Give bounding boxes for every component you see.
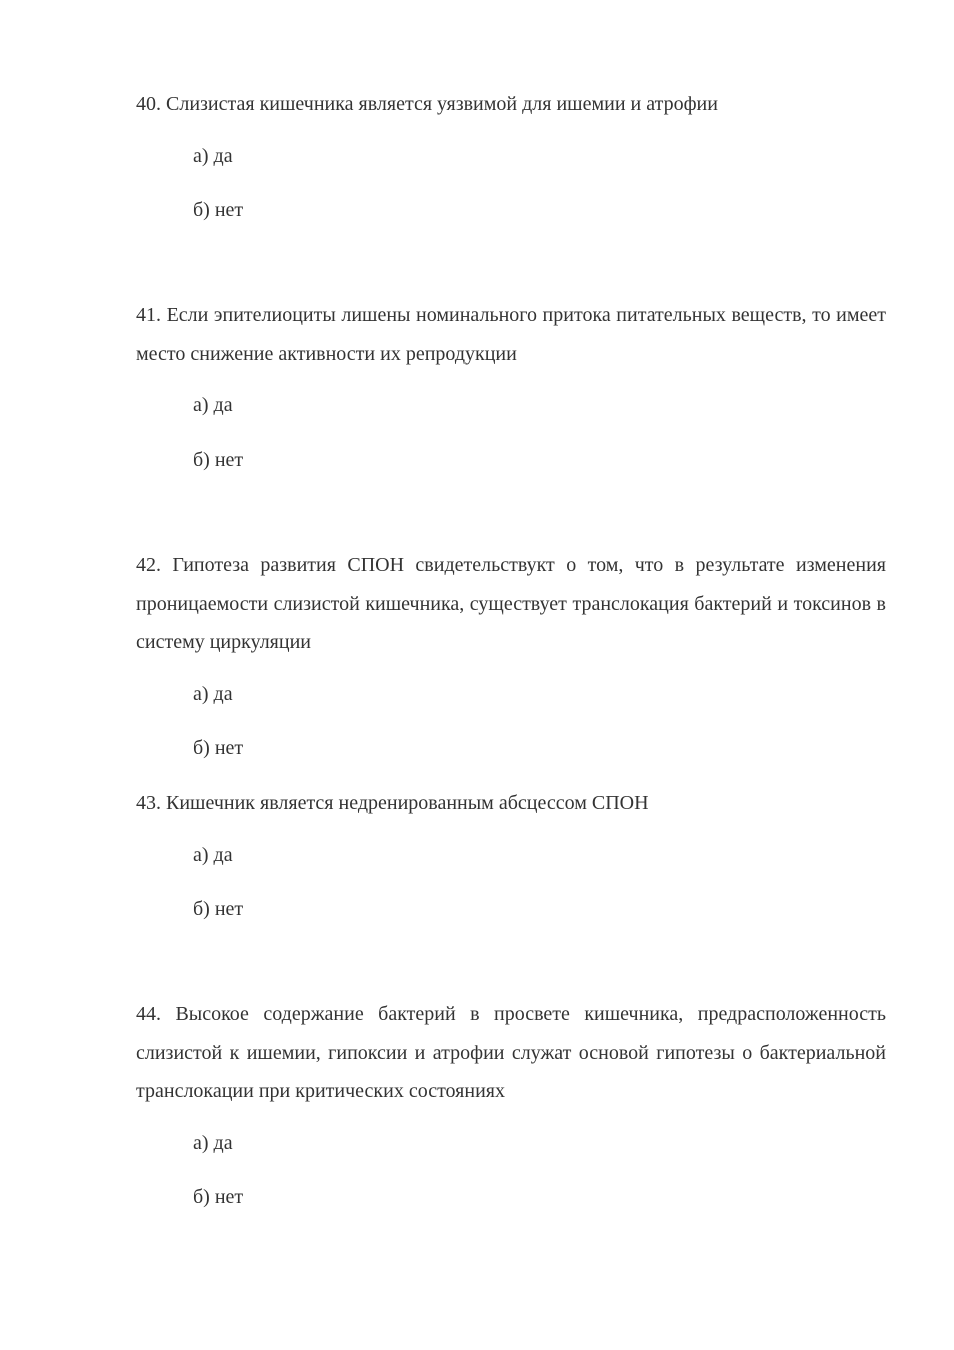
question-text: 42. Гипотеза развития СПОН свидетельствукт о том, что в результате изменения проницаемости слизистой кишечника, существует транслокация бактерий и токсинов в систему циркуляции bbox=[136, 554, 886, 653]
question-text: 44. Высокое содержание бактерий в просвете кишечника, предрасположенность слизистой к ишемии, гипоксии и атрофии служат основой гипотезы о бактериальной транслокации при критических состояниях bbox=[136, 1003, 886, 1102]
answer-option-a: а) да bbox=[193, 843, 233, 866]
answer-option-b: б) нет bbox=[193, 898, 244, 920]
question-text: 41. Если эпителиоциты лишены номинального притока питательных веществ, то имеет место снижение активности их репродукции bbox=[136, 304, 886, 365]
answer-option-a: а) да bbox=[193, 682, 233, 705]
question-44 bbox=[136, 995, 886, 1217]
question-41 bbox=[136, 296, 886, 479]
answer-option-a: а) да bbox=[193, 144, 233, 167]
answer-option-a: а) да bbox=[193, 394, 233, 416]
answer-option-a: а) да bbox=[193, 1131, 233, 1154]
answer-option-b: б) нет bbox=[193, 448, 244, 471]
answer-option-b: б) нет bbox=[193, 737, 244, 759]
question-40 bbox=[136, 85, 886, 230]
question-text: 40. Слизистая кишечника является уязвимой для ишемии и атрофии bbox=[136, 93, 718, 115]
answer-option-b: б) нет bbox=[193, 199, 244, 221]
question-text: 43. Кишечник является недренированным абсцессом СПОН bbox=[136, 792, 649, 814]
answer-option-b: б) нет bbox=[193, 1186, 244, 1208]
question-43 bbox=[136, 784, 886, 929]
question-42 bbox=[136, 546, 886, 768]
